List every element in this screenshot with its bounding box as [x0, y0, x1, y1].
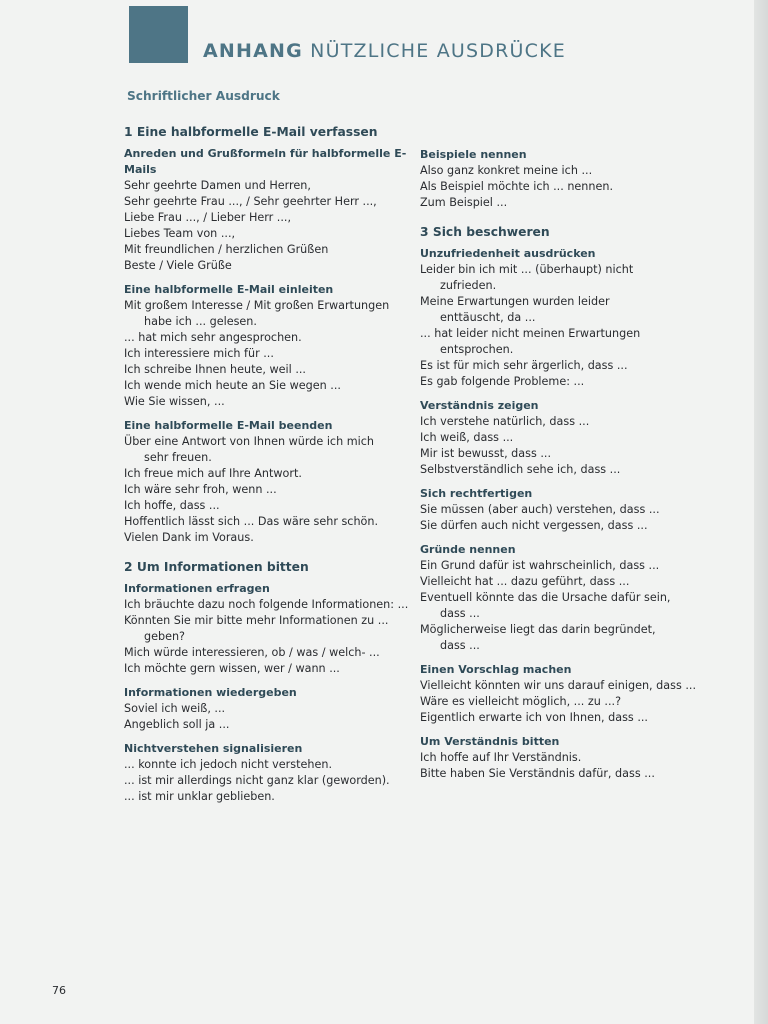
group-title: Informationen erfragen — [124, 582, 270, 595]
page-edge-shadow — [754, 0, 768, 1024]
phrase-line: Möglicherweise liegt das darin begründet, — [420, 623, 656, 636]
phrase-line: Hoffentlich lässt sich ... Das wäre sehr schön. — [124, 515, 379, 528]
section-2 — [420, 223, 720, 782]
phrase-line: Vielen Dank im Voraus. — [124, 531, 254, 544]
page-number: 76 — [52, 984, 66, 997]
group-title: Nichtverstehen signalisieren — [124, 742, 303, 755]
group-title: Um Verständnis bitten — [420, 735, 560, 748]
group-title: Verständnis zeigen — [420, 399, 539, 412]
phrase-line: Eigentlich erwarte ich von Ihnen, dass ... — [420, 711, 648, 724]
phrase-line: sehr freuen. — [144, 451, 212, 464]
phrase-line: Ich bräuchte dazu noch folgende Informationen: ... — [124, 598, 409, 611]
phrase-line: Angeblich soll ja ... — [124, 718, 230, 731]
phrase-group — [420, 398, 720, 478]
phrase-line: Ich weiß, dass ... — [420, 431, 514, 444]
phrase-line: Wie Sie wissen, ... — [124, 395, 225, 408]
group-title: Informationen wiedergeben — [124, 686, 297, 699]
phrase-group — [124, 685, 424, 733]
phrase-line: Mir ist bewusst, dass ... — [420, 447, 552, 460]
phrase-group — [124, 741, 424, 805]
right-column — [420, 147, 720, 794]
phrase-group — [420, 147, 720, 211]
phrase-line: Meine Erwartungen wurden leider — [420, 295, 610, 308]
phrase-line: Sehr geehrte Damen und Herren, — [124, 179, 311, 192]
phrase-line: geben? — [144, 630, 185, 643]
phrase-line: Also ganz konkret meine ich ... — [420, 164, 593, 177]
group-title: Unzufriedenheit ausdrücken — [420, 247, 596, 260]
phrase-line: Als Beispiel möchte ich ... nennen. — [420, 180, 614, 193]
phrase-line: dass ... — [440, 639, 480, 652]
phrase-line: ... ist mir unklar geblieben. — [124, 790, 275, 803]
phrase-line: Selbstverständlich sehe ich, dass ... — [420, 463, 621, 476]
group-title: Gründe nennen — [420, 543, 516, 556]
phrase-line: Liebe Frau ..., / Lieber Herr ..., — [124, 211, 292, 224]
phrase-group — [124, 581, 424, 677]
group-title: Einen Vorschlag machen — [420, 663, 572, 676]
phrase-line: enttäuscht, da ... — [440, 311, 536, 324]
group-title: Anreden und Grußformeln für halbformelle E-Mails — [124, 147, 407, 176]
title-bold: ANHANG — [203, 40, 303, 62]
phrase-line: Es ist für mich sehr ärgerlich, dass ... — [420, 359, 628, 372]
phrase-line: Mit freundlichen / herzlichen Grüßen — [124, 243, 329, 256]
phrase-group — [420, 662, 720, 726]
phrase-line: Sehr geehrte Frau ..., / Sehr geehrter Herr ..., — [124, 195, 377, 208]
phrase-line: zufrieden. — [440, 279, 497, 292]
phrase-line: entsprochen. — [440, 343, 514, 356]
phrase-line: Liebes Team von ..., — [124, 227, 236, 240]
phrase-line: Es gab folgende Probleme: ... — [420, 375, 585, 388]
left-column — [124, 123, 424, 817]
phrase-line: ... hat mich sehr angesprochen. — [124, 331, 302, 344]
section-label: Schriftlicher Ausdruck — [127, 89, 280, 103]
phrase-line: Ich möchte gern wissen, wer / wann ... — [124, 662, 340, 675]
phrase-group — [124, 282, 424, 410]
phrase-line: Ich hoffe, dass ... — [124, 499, 220, 512]
phrase-line: Ein Grund dafür ist wahrscheinlich, dass ... — [420, 559, 660, 572]
group-title: Eine halbformelle E-Mail beenden — [124, 419, 333, 432]
phrase-line: Ich interessiere mich für ... — [124, 347, 274, 360]
group-title: Sich rechtfertigen — [420, 487, 533, 500]
section-1 — [124, 123, 424, 546]
phrase-group — [420, 734, 720, 782]
phrase-line: Ich wäre sehr froh, wenn ... — [124, 483, 277, 496]
phrase-line: Mich würde interessieren, ob / was / welch- ... — [124, 646, 380, 659]
phrase-line: Wäre es vielleicht möglich, ... zu ...? — [420, 695, 622, 708]
phrase-line: Zum Beispiel ... — [420, 196, 508, 209]
phrase-line: dass ... — [440, 607, 480, 620]
phrase-line: ... konnte ich jedoch nicht verstehen. — [124, 758, 333, 771]
phrase-line: Eventuell könnte das die Ursache dafür sein, — [420, 591, 671, 604]
phrase-line: ... hat leider nicht meinen Erwartungen — [420, 327, 641, 340]
phrase-line: ... ist mir allerdings nicht ganz klar (geworden). — [124, 774, 390, 787]
phrase-line: Vielleicht könnten wir uns darauf einigen, dass ... — [420, 679, 697, 692]
phrase-group — [420, 246, 720, 390]
header-color-block — [129, 6, 188, 63]
phrase-line: Sie müssen (aber auch) verstehen, dass ... — [420, 503, 660, 516]
phrase-line: Könnten Sie mir bitte mehr Informationen zu ... — [124, 614, 389, 627]
phrase-line: Leider bin ich mit ... (überhaupt) nicht — [420, 263, 634, 276]
phrase-group — [420, 542, 720, 654]
phrase-line: Sie dürfen auch nicht vergessen, dass ... — [420, 519, 648, 532]
phrase-line: Soviel ich weiß, ... — [124, 702, 226, 715]
phrase-line: Über eine Antwort von Ihnen würde ich mich — [124, 435, 374, 448]
phrase-line: Ich schreibe Ihnen heute, weil ... — [124, 363, 306, 376]
group-title: Beispiele nennen — [420, 148, 527, 161]
section-heading: 2 Um Informationen bitten — [124, 560, 309, 574]
section-2 — [124, 558, 424, 805]
phrase-line: Ich verstehe natürlich, dass ... — [420, 415, 590, 428]
page-title — [203, 40, 566, 62]
phrase-line: Vielleicht hat ... dazu geführt, dass ... — [420, 575, 630, 588]
phrase-line: Ich hoffe auf Ihr Verständnis. — [420, 751, 582, 764]
phrase-group — [124, 418, 424, 546]
phrase-line: Ich freue mich auf Ihre Antwort. — [124, 467, 302, 480]
phrase-line: Bitte haben Sie Verständnis dafür, dass ... — [420, 767, 655, 780]
section-heading: 1 Eine halbformelle E-Mail verfassen — [124, 125, 378, 139]
phrase-line: Beste / Viele Grüße — [124, 259, 232, 272]
phrase-line: Mit großem Interesse / Mit großen Erwartungen — [124, 299, 390, 312]
phrase-group — [420, 486, 720, 534]
section-heading: 3 Sich beschweren — [420, 225, 550, 239]
title-rest: NÜTZLICHE AUSDRÜCKE — [310, 40, 566, 62]
phrase-line: Ich wende mich heute an Sie wegen ... — [124, 379, 341, 392]
group-title: Eine halbformelle E-Mail einleiten — [124, 283, 334, 296]
phrase-group — [124, 146, 424, 274]
section-1 — [420, 147, 720, 211]
phrase-line: habe ich ... gelesen. — [144, 315, 257, 328]
